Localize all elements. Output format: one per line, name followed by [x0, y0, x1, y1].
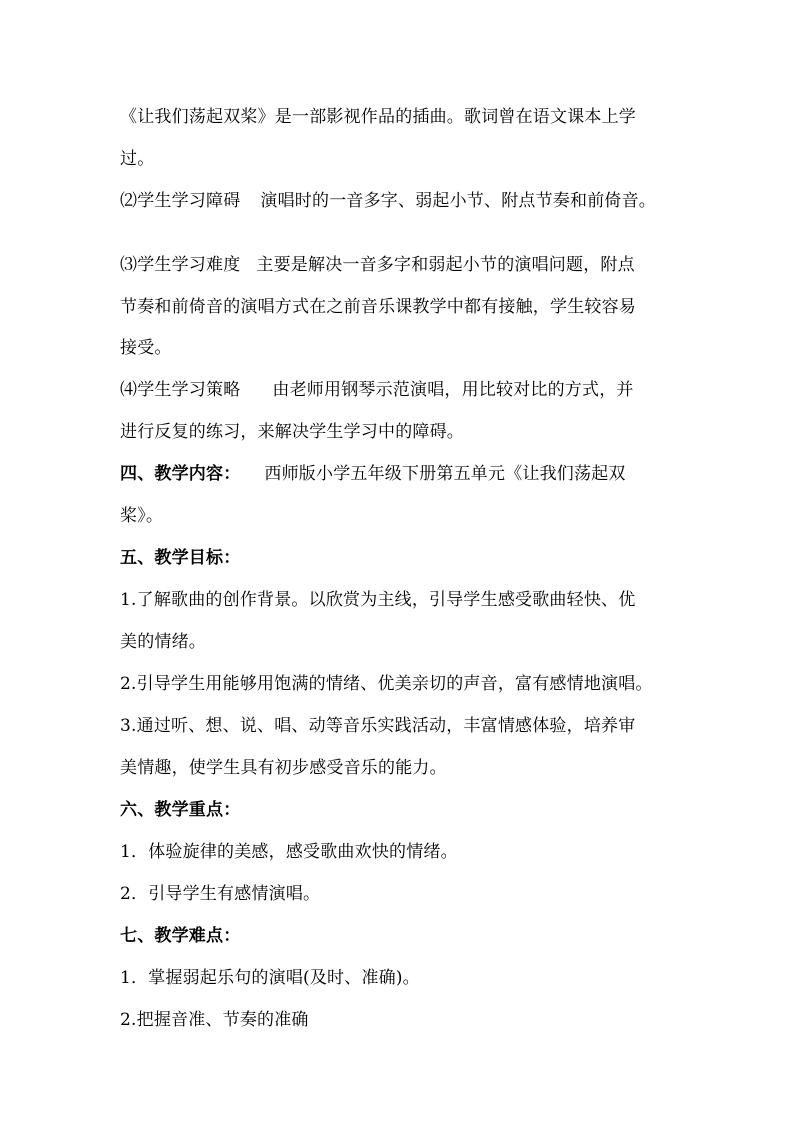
obstacle-text: 演唱时的一音多字、弱起小节、附点节奏和前倚音。	[260, 191, 657, 211]
paragraph-line: 桨》。	[120, 506, 164, 526]
content-line	[120, 463, 680, 485]
obstacle-line	[120, 190, 680, 212]
paragraph-line: 《让我们荡起双桨》是一部影视作品的插曲。歌词曾在语文课本上学	[120, 107, 636, 127]
paragraph-line: 进行反复的练习，来解决学生学习中的障碍。	[120, 422, 464, 442]
difficulty-text: 主要是解决一音多字和弱起小节的演唱问题，附点	[256, 255, 635, 275]
objective-item: 2.引导学生用能够用饱满的情绪、优美亲切的声音，富有感情地演唱。	[120, 674, 653, 694]
difficulty-item: 1．掌握弱起乐句的演唱(及时、准确)。	[120, 968, 420, 988]
strategy-heading: ⑷学生学习策略	[120, 380, 241, 400]
difficulty-heading: ⑶学生学习难度	[120, 255, 241, 275]
paragraph-line: 美情趣，使学生具有初步感受音乐的能力。	[120, 758, 447, 778]
section-heading-objectives: 五、教学目标：	[120, 548, 241, 568]
key-point-item: 2．引导学生有感情演唱。	[120, 884, 321, 904]
strategy-text: 由老师用钢琴示范演唱，用比较对比的方式，并	[272, 380, 634, 400]
key-point-item: 1．体验旋律的美感，感受歌曲欢快的情绪。	[120, 842, 458, 862]
strategy-line	[120, 379, 680, 401]
paragraph-line: 节奏和前倚音的演唱方式在之前音乐课教学中都有接触，学生较容易	[120, 297, 636, 317]
obstacle-heading: ⑵学生学习障碍	[120, 191, 241, 211]
objective-item: 1.了解歌曲的创作背景。以欣赏为主线，引导学生感受歌曲轻快、优	[120, 590, 636, 610]
difficulty-item: 2.把握音准、节奏的准确	[120, 1010, 309, 1030]
difficulty-line	[120, 254, 680, 276]
section-heading-difficulties: 七、教学难点：	[120, 926, 241, 946]
section-heading-content: 四、教学内容：	[120, 464, 241, 484]
paragraph-line: 过。	[120, 149, 155, 169]
objective-item: 3.通过听、想、说、唱、动等音乐实践活动，丰富情感体验，培养审	[120, 716, 636, 736]
paragraph-line: 美的情绪。	[120, 632, 206, 652]
section-heading-key-points: 六、教学重点：	[120, 800, 241, 820]
paragraph-line: 接受。	[120, 338, 172, 358]
content-text: 西师版小学五年级下册第五单元《让我们荡起双	[264, 464, 626, 484]
